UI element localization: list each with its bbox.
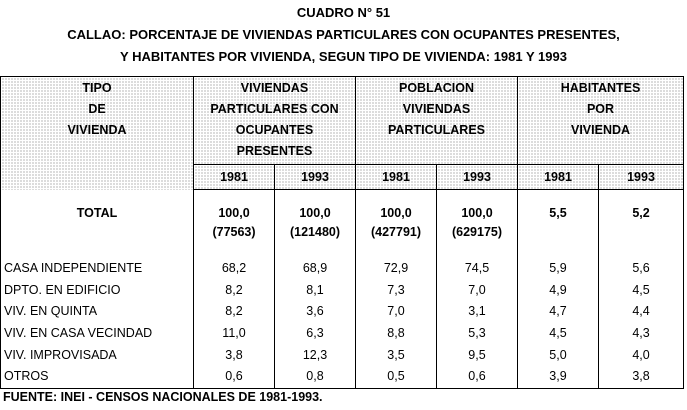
table-title-line-2: Y HABITANTES POR VIVIENDA, SEGUN TIPO DE VIVIENDA: 1981 Y 1993: [120, 49, 567, 64]
source-footnote: FUENTE: INEI - CENSOS NACIONALES DE 1981-1993.: [3, 390, 323, 404]
table-cell: 3,8: [599, 366, 684, 388]
table-cell: 5,5: [518, 204, 599, 258]
table-cell: 4,4: [599, 301, 684, 323]
table-cell: 7,0: [356, 301, 437, 323]
header-poblacion-viviendas: POBLACION VIVIENDAS PARTICULARES: [356, 77, 518, 165]
year-header: 1993: [599, 165, 684, 190]
table-number: CUADRO N° 51: [296, 5, 391, 20]
table-row: [1, 366, 684, 388]
table-cell: 8,2: [194, 280, 275, 302]
table-cell: 4,5: [599, 280, 684, 302]
year-header: 1981: [356, 165, 437, 190]
table-cell: 5,2: [599, 204, 684, 258]
table-cell: 7,0: [437, 280, 518, 302]
table-cell: 12,3: [275, 344, 356, 366]
table-cell: 3,1: [437, 301, 518, 323]
table-row: [1, 301, 684, 323]
table-cell: 5,6: [599, 258, 684, 280]
header-tipo-de-vivienda: TIPO DE VIVIENDA: [1, 77, 194, 190]
table-cell: 5,0: [518, 344, 599, 366]
header-habitantes-por-vivienda: HABITANTES POR VIVIENDA: [518, 77, 684, 165]
table-cell: 4,5: [518, 323, 599, 345]
table-cell: 100,0 (427791): [356, 204, 437, 258]
row-label: DPTO. EN EDIFICIO: [1, 280, 194, 302]
year-header: 1981: [194, 165, 275, 190]
table-cell: 8,2: [194, 301, 275, 323]
table-cell: 6,3: [275, 323, 356, 345]
table-cell: 0,5: [356, 366, 437, 388]
table-cell: 8,8: [356, 323, 437, 345]
table-cell: 7,3: [356, 280, 437, 302]
housing-table: [0, 76, 684, 389]
row-label: VIV. EN QUINTA: [1, 301, 194, 323]
table-cell: 68,2: [194, 258, 275, 280]
table-row: [1, 258, 684, 280]
table-cell: 4,7: [518, 301, 599, 323]
table-cell: 3,5: [356, 344, 437, 366]
row-label: CASA INDEPENDIENTE: [1, 258, 194, 280]
table-cell: 4,0: [599, 344, 684, 366]
table-cell: 100,0 (121480): [275, 204, 356, 258]
table-cell: 0,6: [437, 366, 518, 388]
row-label: TOTAL: [1, 204, 194, 258]
total-row: [1, 204, 684, 258]
row-label: VIV. EN CASA VECINDAD: [1, 323, 194, 345]
table-cell: 3,9: [518, 366, 599, 388]
year-header: 1993: [437, 165, 518, 190]
year-header: 1993: [275, 165, 356, 190]
table-cell: 8,1: [275, 280, 356, 302]
table-cell: 68,9: [275, 258, 356, 280]
table-cell: 5,3: [437, 323, 518, 345]
table-cell: 5,9: [518, 258, 599, 280]
table-cell: 0,8: [275, 366, 356, 388]
table-cell: 4,3: [599, 323, 684, 345]
row-label: OTROS: [1, 366, 194, 388]
table-cell: 72,9: [356, 258, 437, 280]
table-cell: 100,0 (629175): [437, 204, 518, 258]
table-cell: 3,6: [275, 301, 356, 323]
year-header: 1981: [518, 165, 599, 190]
row-label: VIV. IMPROVISADA: [1, 344, 194, 366]
table-cell: 4,9: [518, 280, 599, 302]
table-cell: 3,8: [194, 344, 275, 366]
table-row: [1, 323, 684, 345]
table-cell: 0,6: [194, 366, 275, 388]
header-viviendas-particulares: VIVIENDAS PARTICULARES CON OCUPANTES PRESENTES: [194, 77, 356, 165]
table-cell: 11,0: [194, 323, 275, 345]
table-cell: 9,5: [437, 344, 518, 366]
table-cell: 74,5: [437, 258, 518, 280]
table-cell: 100,0 (77563): [194, 204, 275, 258]
table-row: [1, 344, 684, 366]
table-row: [1, 280, 684, 302]
table-title-line-1: CALLAO: PORCENTAJE DE VIVIENDAS PARTICULARES CON OCUPANTES PRESENTES,: [67, 27, 620, 42]
